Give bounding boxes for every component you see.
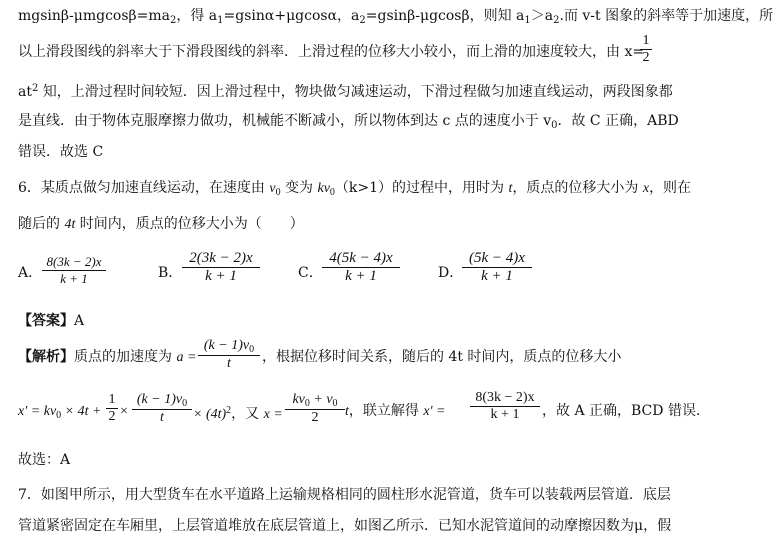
text: =gsinβ-μgcosβ，则知 a [365,8,525,24]
math-var: x [642,181,650,196]
prev-line-2 [18,44,644,60]
math-var: kv [317,181,330,196]
equation-fraction-3 [285,392,345,426]
option-b[interactable] [158,262,182,282]
option-d-fraction [462,250,532,285]
subscript: 2 [359,15,366,26]
text: 随后的 [18,216,65,232]
text: 6．某质点做匀加速直线运动，在速度由 [18,180,270,196]
text: ，又 [231,406,264,422]
equation-part-1 [18,403,101,424]
option-label: C． [298,265,323,281]
option-label: A． [18,265,43,281]
numerator: 8(3k − 2)x [475,390,535,405]
question-6-line-1 [18,180,691,201]
equation-times [120,403,128,420]
denominator: k + 1 [345,268,377,284]
equation-part-2 [193,403,283,423]
question-6-line-2 [18,216,304,233]
conclusion-line [18,452,70,468]
subscript: 0 [304,398,310,409]
subscript: 0 [249,344,255,355]
subscript: 0 [275,187,281,198]
denominator: k + 1 [481,268,513,284]
subscript: 0 [182,398,188,409]
text: 故选：A [18,452,71,468]
superscript: 2 [31,83,39,94]
answer-value: A [74,313,85,329]
option-a-fraction [42,254,106,287]
option-c-fraction [322,250,400,285]
equation-fraction-4 [470,390,540,423]
math-expr: × [120,404,128,419]
accel-fraction [198,338,260,372]
math-var: a = [176,350,197,365]
text: ，得 a [176,8,218,24]
math-expr: × 4t + [61,404,102,419]
numerator: 4(5k − 4)x [329,250,393,266]
analysis-line-1-tail [262,349,621,365]
subscript: 2 [169,15,177,26]
equation-part-4 [542,403,710,419]
text: 是直线．由于物体克服摩擦力做功，机械能不断减小，所以物体到达 c 点的速度小于 v [18,113,552,129]
text: ，质点的位移大小为 [512,180,643,196]
text: ，根据位移时间关系，随后的 4t 时间内，质点的位移大小 [262,349,622,365]
fraction-half [640,33,652,66]
text: 时间内，质点的位移大小为（ ） [75,216,304,232]
numerator: (5k − 4)x [469,250,525,266]
math-expr: x = [263,407,283,422]
text: 变为 [280,180,318,196]
equation-part-3 [345,403,446,420]
question-7-line-1 [18,487,671,503]
text: at [18,84,32,100]
denominator: 2 [108,409,116,424]
prev-line-5 [18,144,103,160]
text: 7．如图甲所示，用大型货车在水平道路上运输规格相同的圆柱形水泥管道，货车可以装载两层管道．底层 [18,487,671,503]
denominator: k + 1 [205,268,237,284]
text: （k>1）的过程中，用时为 [334,180,509,196]
answer-line [18,313,84,329]
text: .而 v-t 图象的斜率等于加速度，所 [559,8,773,24]
math-var: v [269,181,276,196]
subscript: 1 [524,15,531,26]
math-var: t [508,181,513,196]
option-b-fraction [182,250,260,285]
subscript: 0 [56,410,62,421]
subscript: 2 [553,15,560,26]
denominator: t [227,356,231,371]
subscript: 0 [329,187,335,198]
equation-fraction-2 [132,392,192,426]
option-a[interactable] [18,262,42,282]
text: 质点的加速度为 [74,349,177,365]
numerator: 1 [108,392,116,407]
math-var: 4t [64,217,76,232]
prev-line-3 [18,81,673,100]
text: =gsinα+μgcosα，a [223,8,360,24]
denominator: k + 1 [490,407,520,422]
math-expr: x′ = kv [18,404,57,419]
question-7-line-2 [18,518,671,534]
option-d[interactable] [438,262,463,282]
denominator: 2 [311,410,319,425]
text: 管道紧密固定在车厢里，上层管道堆放在底层管道上，如图乙所示．已知水泥管道间的动摩擦因数为μ，假 [18,518,672,534]
prev-line-1 [18,8,773,29]
half-fraction [106,392,118,425]
denominator: t [160,410,164,425]
analysis-line-1 [18,349,196,366]
subscript: 0 [332,398,338,409]
math-expr: t [345,404,349,419]
text: mgsinβ-μmgcosβ=ma [18,8,170,24]
option-c[interactable] [298,262,323,282]
text: ，故 A 正确，BCD 错误． [542,403,710,419]
math-expr: x′ = [423,404,446,419]
numerator: 1 [642,33,650,48]
answer-label: 【答案】 [18,313,74,329]
math-expr: × (4t) [193,407,227,422]
superscript: 2 [226,405,232,416]
numerator: 8(3k − 2)x [46,254,102,269]
text: ，则在 [649,180,692,196]
numerator: (k − 1)v [203,338,250,353]
option-label: B． [158,265,183,281]
analysis-label: 【解析】 [18,349,74,365]
option-label: D． [438,265,464,281]
text: ．故 C 正确，ABD [557,113,679,129]
text: 以上滑段图线的斜率大于下滑段图线的斜率．上滑过程的位移大小较小，而上滑的加速度较大，由 x= [18,44,645,60]
denominator: 2 [642,50,650,65]
text: ＞a [530,8,554,24]
numerator: 2(3k − 2)x [189,250,253,266]
subscript: 1 [217,15,224,26]
numerator: (k − 1)v [136,392,183,407]
text: ，联立解得 [348,403,424,419]
prev-line-4 [18,113,679,134]
numerator: kv [292,392,305,407]
numerator: + v [309,392,333,407]
subscript: 0 [551,120,558,131]
denominator: k + 1 [60,271,88,286]
text: 知，上滑过程时间较短．因上滑过程中，物块做匀减速运动，下滑过程做匀加速直线运动，两段图象都 [38,84,673,100]
text: 错误．故选 C [18,144,104,160]
